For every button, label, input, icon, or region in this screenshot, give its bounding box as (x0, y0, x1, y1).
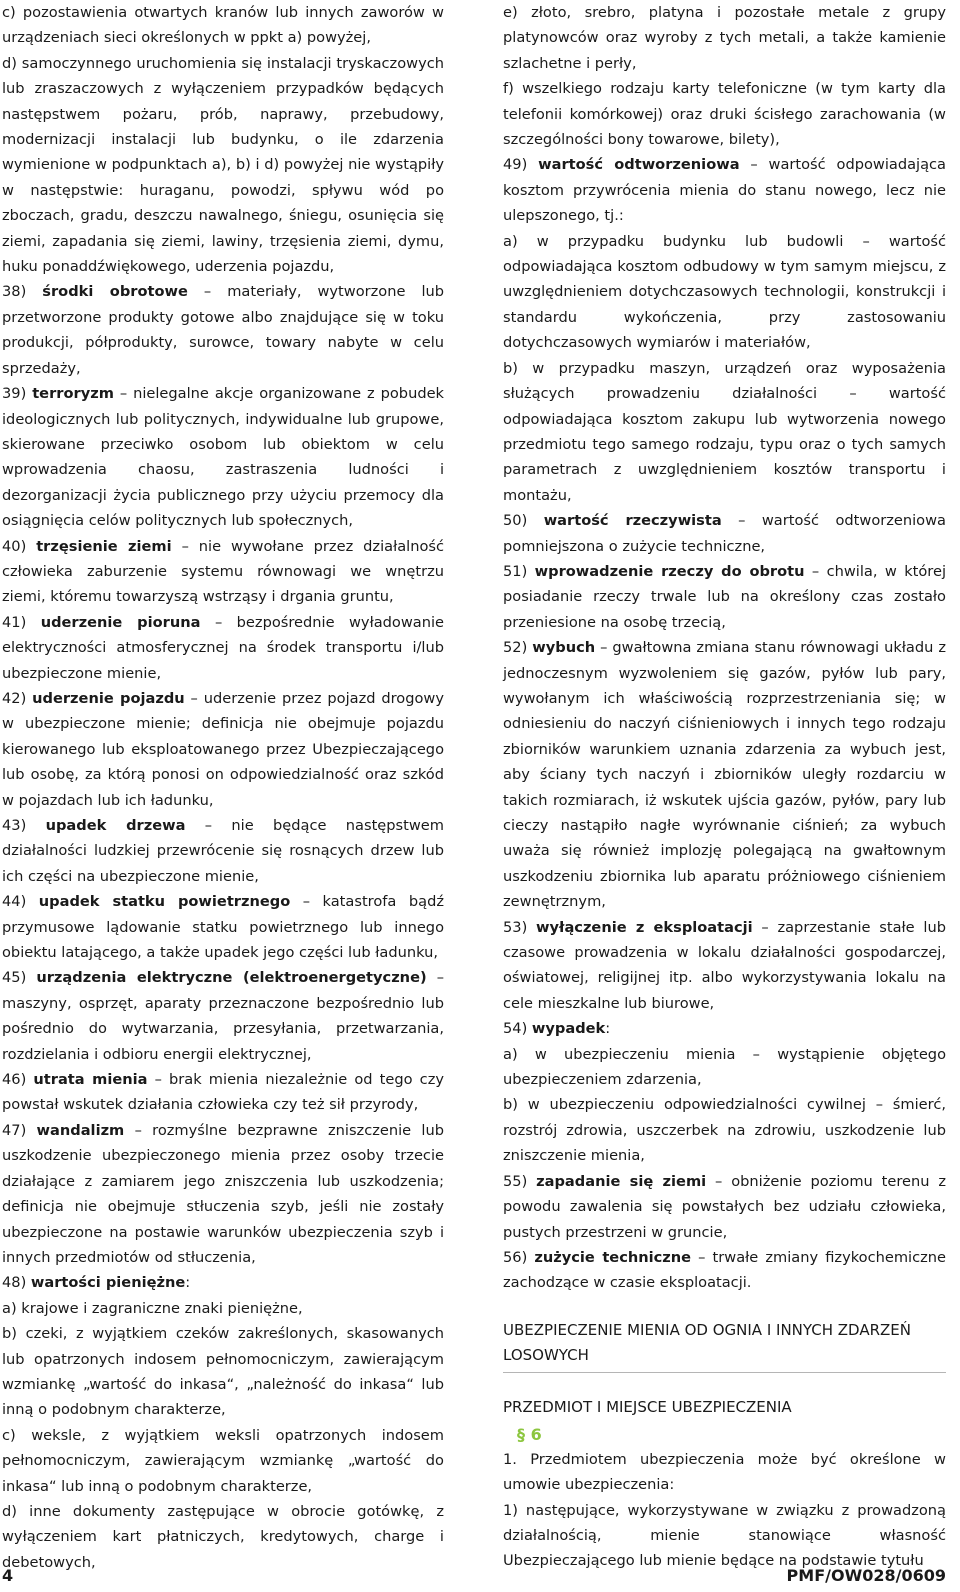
definition-term: uderzenie pioruna (40, 613, 201, 631)
definition-item (503, 635, 946, 914)
list-item (2, 1296, 444, 1321)
list-item (2, 1321, 444, 1423)
definition-term: upadek statku powietrznego (38, 893, 291, 911)
definition-item (503, 152, 946, 228)
definition-number: 42) (2, 689, 27, 707)
definition-number: 55) (503, 1172, 528, 1190)
section-divider (503, 1372, 946, 1373)
definition-text: d) inne dokumenty zastępujące w obrocie gotówkę, z wyłączeniem kart płatniczych, kredytowych, charge i debetowych, (2, 1502, 444, 1571)
definition-item (503, 1245, 946, 1296)
definition-text: – nie wywołane przez działalność człowieka zaburzenie systemu równowagi we wnętrzu ziemi, któremu towarzyszą wstrząsy i drgania gruntu, (2, 537, 445, 606)
list-item (503, 0, 946, 76)
document-code: PMF/OW028/0609 (786, 1566, 946, 1585)
left-column (2, 0, 444, 1575)
definition-term: terroryzm (32, 385, 114, 403)
definition-number: 43) (2, 817, 27, 834)
definition-text: – wartość odpowiadająca kosztom przywrócenia mienia do stanu nowego, lecz nie ulepszonego, tj.: (503, 156, 946, 225)
list-item (2, 51, 444, 280)
definition-item (2, 610, 444, 686)
definition-text: c) pozostawienia otwartych kranów lub innych zaworów w urządzeniach sieci określonych w ppkt a) powyżej, (2, 4, 444, 47)
definition-term: wartości pieniężne (30, 1274, 186, 1292)
definition-item (503, 1169, 946, 1245)
definition-number: 41) (2, 613, 27, 631)
definition-number: 44) (2, 893, 27, 911)
definition-number: 54) (503, 1020, 528, 1038)
definition-term: wandalizm (36, 1121, 125, 1139)
definition-item (503, 559, 946, 635)
paragraph-sign: § 6 (517, 1424, 542, 1444)
list-item (2, 1499, 444, 1575)
definition-text: – rozmyślne bezprawne zniszczenie lub uszkodzenie ubezpieczonego mienia przez osoby trzecie działające z zamiarem jego zniszczenia lub uszkodzenia; definicja nie obejmuje stłuczenia szyb, jeśli nie zostały ubezpieczone na postawie warunków ubezpieczenia szyb i innych przedmiotów od stłuczenia, (2, 1121, 444, 1266)
definition-text: – zaprzestanie stałe lub czasowe prowadzenia w lokalu działalności gospodarczej, oświatowej, religijnej itp. albo wykorzystywania lokalu na cele mieszkalne lub biurowe, (503, 918, 946, 1012)
definition-term: zużycie techniczne (534, 1248, 692, 1266)
definition-text: – gwałtowna zmiana stanu równowagi układu z jednoczesnym wyzwoleniem się gazów, pyłów lub pary, wywołanym ich właściwością rozprzestrzeniania się; w odniesieniu do naczyń ciśnieniowych i innych tego rodzaju zbiorników warunkiem uznania zdarzenia za wybuch jest, aby ściany tych naczyń i zbiorników uległy rozdarciu w takich rozmiarach, iż wskutek ujścia gazów, pyłów, pary lub cieczy nastąpiło nagłe wyrównanie ciśnień; za wybuch uważa się również implozję polegającą na gwałtownym uszkodzeniu zbiornika lub aparatu próżniowego ciśnieniem zewnętrznym, (503, 639, 947, 911)
definition-text: – materiały, wytworzone lub przetworzone produkty gotowe albo znajdujące się w toku produkcji, półprodukty, surowce, towary nabyte w celu sprzedaży, (2, 283, 445, 377)
definition-term: wybuch (532, 639, 596, 657)
definition-text: – maszyny, osprzęt, aparaty przeznaczone bezpośrednio lub pośrednio do wytwarzania, przesyłania, przetwarzania, rozdzielania i odbioru energii elektrycznej, (2, 969, 445, 1063)
list-item (2, 1423, 444, 1499)
definition-number: 51) (503, 562, 528, 580)
definition-text: b) czeki, z wyjątkiem czeków zakreślonych, skasowanych lub opatrzonych indosem pełnomocniczym, zawierającym wzmiankę „wartość do inkasa“, „należność do inkasa“ lub inną o podobnym charakterze, (2, 1325, 444, 1419)
definition-item (2, 1067, 444, 1118)
definition-number: 38) (2, 283, 27, 301)
definition-number: 56) (503, 1248, 528, 1266)
definition-item (2, 534, 444, 610)
definition-text: – obniżenie poziomu terenu z powodu zawalenia się powstałych bez udziału człowieka, pustych przestrzeni w gruncie, (503, 1172, 947, 1241)
definition-text: b) w przypadku maszyn, urządzeń oraz wyposażenia służących prowadzeniu działalności – wartość odpowiadająca kosztom zakupu lub wytworzenia nowego przedmiotu tego samego rodzaju, typu oraz o tych samych parametrach z uwzględnieniem kosztów transportu i montażu, (503, 359, 946, 504)
list-item (2, 0, 444, 51)
closing-paragraph-1: 1. Przedmiotem ubezpieczenia może być określone w umowie ubezpieczenia: (503, 1450, 946, 1494)
definition-number: 39) (2, 385, 27, 403)
definition-item (503, 915, 946, 1017)
list-item (503, 1042, 946, 1093)
closing-paragraph-2: 1) następujące, wykorzystywane w związku z prowadzoną działalnością, mienie stanowiące własność Ubezpieczającego lub mienie będące na podstawie tytułu (503, 1501, 946, 1570)
right-column (503, 0, 946, 1574)
definition-item (503, 1016, 946, 1041)
definition-term: wartość rzeczywista (543, 512, 722, 530)
definition-term: wprowadzenie rzeczy do obrotu (534, 562, 805, 580)
definition-item (503, 508, 946, 559)
definition-text: – wartość odtworzeniowa pomniejszona o zużycie techniczne, (503, 512, 946, 555)
section-title: UBEZPIECZENIE MIENIA OD OGNIA I INNYCH ZDARZEŃ LOSOWYCH (503, 1320, 911, 1364)
definition-term: utrata mienia (33, 1071, 148, 1089)
definition-item (2, 965, 444, 1067)
list-item (503, 229, 946, 356)
definition-text: a) w ubezpieczeniu mienia – wystąpienie objętego ubezpieczeniem zdarzenia, (503, 1045, 946, 1089)
definition-item (2, 381, 444, 533)
list-item (503, 356, 946, 508)
definition-item (2, 813, 444, 889)
definition-text: a) krajowe i zagraniczne znaki pieniężne, (2, 1299, 303, 1317)
list-item (503, 76, 946, 152)
definition-text: – brak mienia niezależnie od tego czy powstał wskutek działania człowieka czy też sił przyrody, (2, 1071, 444, 1114)
definition-item (2, 889, 444, 965)
definition-text: – bezpośrednie wyładowanie elektryczności atmosferycznej na środek transportu i/lub ubezpieczone mienie, (2, 613, 445, 682)
definition-item (2, 279, 444, 381)
definition-number: 48) (2, 1274, 27, 1292)
definition-number: 50) (503, 512, 528, 530)
definition-text: – katastrofa bądź przymusowe lądowanie statku powietrznego lub innego obiektu latającego, a także upadek jego części lub ładunku, (2, 893, 444, 962)
definition-item (2, 686, 444, 813)
definition-term: upadek drzewa (45, 817, 186, 834)
right-definitions (503, 0, 946, 1296)
definition-text: b) w ubezpieczeniu odpowiedzialności cywilnej – śmierć, rozstrój zdrowia, uszczerbek na zdrowiu, uszkodzenie lub zniszczenie mienia, (503, 1096, 946, 1165)
definition-number: 40) (2, 537, 27, 555)
definition-text: – chwila, w której posiadanie rzeczy trwale lub na określony czas zostało przeniesione na osobę trzecią, (503, 562, 947, 631)
definition-number: 53) (503, 918, 528, 936)
definition-term: trzęsienie ziemi (36, 537, 172, 555)
definition-text: – trwałe zmiany fizykochemiczne zachodzące w czasie eksploatacji. (503, 1248, 947, 1292)
definition-text: : (185, 1274, 191, 1292)
definition-term: uderzenie pojazdu (32, 689, 185, 707)
definition-number: 45) (2, 969, 27, 987)
definition-number: 49) (503, 156, 528, 174)
definition-text: a) w przypadku budynku lub budowli – wartość odpowiadająca kosztom odbudowy w tym samym miejscu, z uwzględnieniem dotychczasowych technologii, konstrukcji i standardu wykończenia, przy zastosowaniu dotychczasowych wymiarów i materiałów, (503, 232, 946, 352)
definition-term: urządzenia elektryczne (elektroenergetyczne) (36, 969, 427, 987)
definition-term: wypadek (531, 1020, 606, 1038)
definition-text: – uderzenie przez pojazd drogowy w ubezpieczone mienie; definicja nie obejmuje pojazdu kierowanego lub eksploatowanego przez Ubezpieczającego lub osobę, za którą ponosi on odpowiedzialność oraz szkód w pojazdach lub ich ładunku, (2, 689, 444, 809)
definition-term: środki obrotowe (42, 283, 188, 301)
definition-number: 47) (2, 1121, 27, 1139)
definition-term: zapadanie się ziemi (536, 1172, 707, 1190)
definition-term: wyłączenie z eksploatacji (536, 918, 753, 936)
definition-text: – nie będące następstwem działalności ludzkiej przewrócenie się rosnących drzew lub ich części na ubezpieczone mienie, (2, 817, 445, 885)
definition-text: – nielegalne akcje organizowane z pobudek ideologicznych lub politycznych, indywidualne lub grupowe, skierowane przeciwko osobom lub obiektom w celu wprowadzenia chaosu, zastraszenia ludności i dezorganizacji życia publicznego przy użyciu przemocy dla osiągnięcia celów politycznych lub społecznych, (2, 385, 445, 530)
subsection-title: PRZEDMIOT I MIEJSCE UBEZPIECZENIA (503, 1397, 792, 1416)
definition-number: 46) (2, 1071, 27, 1089)
definition-term: wartość odtworzeniowa (538, 156, 740, 174)
definition-item (2, 1118, 444, 1270)
definition-text: f) wszelkiego rodzaju karty telefoniczne (w tym karty dla telefonii komórkowej) oraz druki ścisłego zarachowania (w szczególności bony towarowe, bilety), (503, 80, 946, 149)
page-number: 4 (2, 1566, 14, 1585)
definition-number: 52) (503, 639, 528, 657)
definition-text: : (605, 1020, 611, 1038)
definition-item (2, 1270, 444, 1295)
definition-text: d) samoczynnego uruchomienia się instalacji tryskaczowych lub zraszaczowych z wyłączeniem przypadków będących następstwem pożaru, prób, naprawy, przebudowy, modernizacji instalacji lub budynku, o ile zdarzenia wymienione w podpunktach a), b) i d) powyżej nie wystąpiły w następstwie: huraganu, powodzi, spływu wód po zboczach, gradu, deszczu nawalnego, śniegu, osunięcia się ziemi, zapadania się ziemi, lawiny, trzęsienia ziemi, dymu, huku ponaddźwiękowego, uderzenia pojazdu, (2, 54, 444, 276)
definition-text: c) weksle, z wyjątkiem weksli opatrzonych indosem pełnomocniczym, zawierającym wzmiankę „wartość do inkasa“ lub inną o podobnym charakterze, (2, 1426, 444, 1495)
definition-text: e) złoto, srebro, platyna i pozostałe metale z grupy platynowców oraz wyroby z tych metali, a także kamienie szlachetne i perły, (503, 4, 946, 72)
list-item (503, 1092, 946, 1168)
